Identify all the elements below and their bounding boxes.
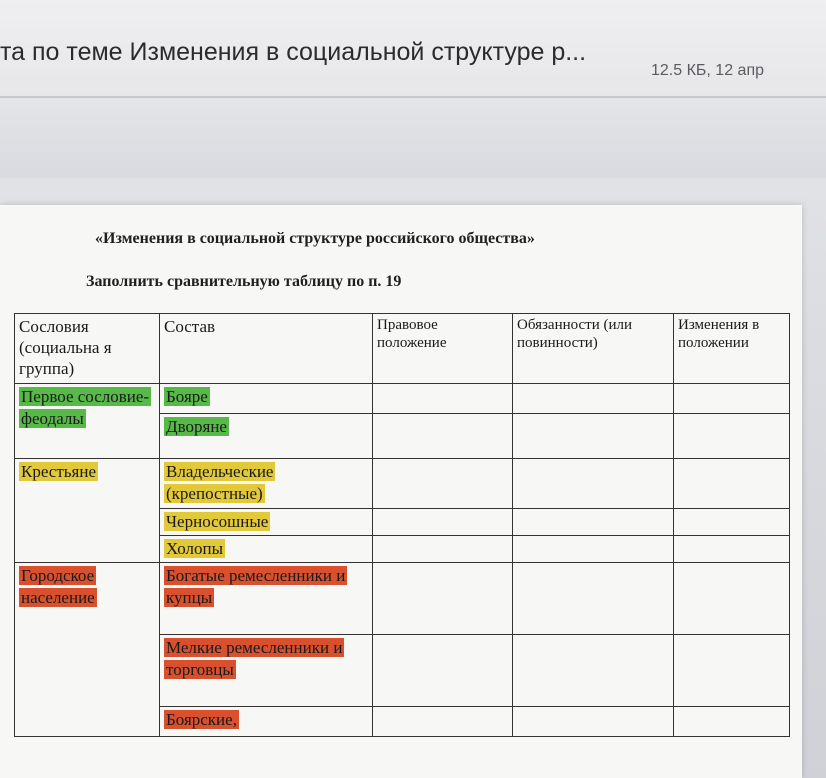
table-cell [674,707,790,737]
table-cell [373,459,513,509]
estate-label: Городское население [21,566,95,607]
table-cell [373,536,513,563]
composition-cell [160,459,373,509]
table-cell [513,536,674,563]
member-label: Холопы [166,539,223,558]
composition-cell [160,384,373,414]
table-cell [674,509,790,536]
composition-cell [160,635,373,707]
header-legal-status: Правовое положение [373,314,513,384]
table-cell [513,414,674,459]
member-label: Владельческие (крепостные) [166,462,274,503]
member-label: Черносошные [166,512,269,531]
table-cell [373,635,513,707]
composition-cell [160,536,373,563]
table-cell [373,509,513,536]
member-label: Боярские, [166,710,237,729]
table-cell [373,563,513,635]
member-label: Мелкие ремесленники и торговцы [166,638,343,679]
document-instruction: Заполнить сравнительную таблицу по п. 19 [86,273,402,290]
estate-cell [15,563,160,737]
table-row [15,459,790,509]
header-composition: Состав [160,314,373,384]
table-cell [674,414,790,459]
document-preview[interactable] [0,205,802,778]
estate-cell [15,459,160,563]
member-label: Дворяне [166,417,227,436]
estate-label: Крестьяне [21,462,96,481]
member-label: Богатые ремесленники и купцы [166,566,346,607]
file-header[interactable] [0,0,826,98]
table-cell [373,384,513,414]
header-changes: Изменения в положении [674,314,790,384]
estate-label: Первое сословие-феодалы [21,387,150,428]
table-cell [373,707,513,737]
table-cell [674,536,790,563]
file-meta: 12.5 КБ, 12 апр [651,62,764,79]
table-row [15,384,790,414]
attachment-gap [0,98,826,178]
table-cell [513,459,674,509]
document-heading: «Изменения в социальной структуре российского общества» [95,230,535,247]
composition-cell [160,509,373,536]
member-label: Бояре [166,387,208,406]
table-cell [373,414,513,459]
header-estate: Сословия (социальна я группа) [15,314,160,384]
composition-cell [160,707,373,737]
table-cell [513,563,674,635]
table-cell [513,509,674,536]
composition-cell [160,414,373,459]
table-cell [674,459,790,509]
table-cell [513,384,674,414]
table-cell [674,635,790,707]
comparison-table [14,313,790,737]
table-header-row [15,314,790,384]
table-cell [513,635,674,707]
table-row [15,563,790,635]
table-cell [674,563,790,635]
estate-cell [15,384,160,459]
composition-cell [160,563,373,635]
file-title[interactable]: та по теме Изменения в социальной структуре р... [0,38,587,66]
table-cell [674,384,790,414]
table-cell [513,707,674,737]
header-duties: Обязанности (или повинности) [513,314,674,384]
